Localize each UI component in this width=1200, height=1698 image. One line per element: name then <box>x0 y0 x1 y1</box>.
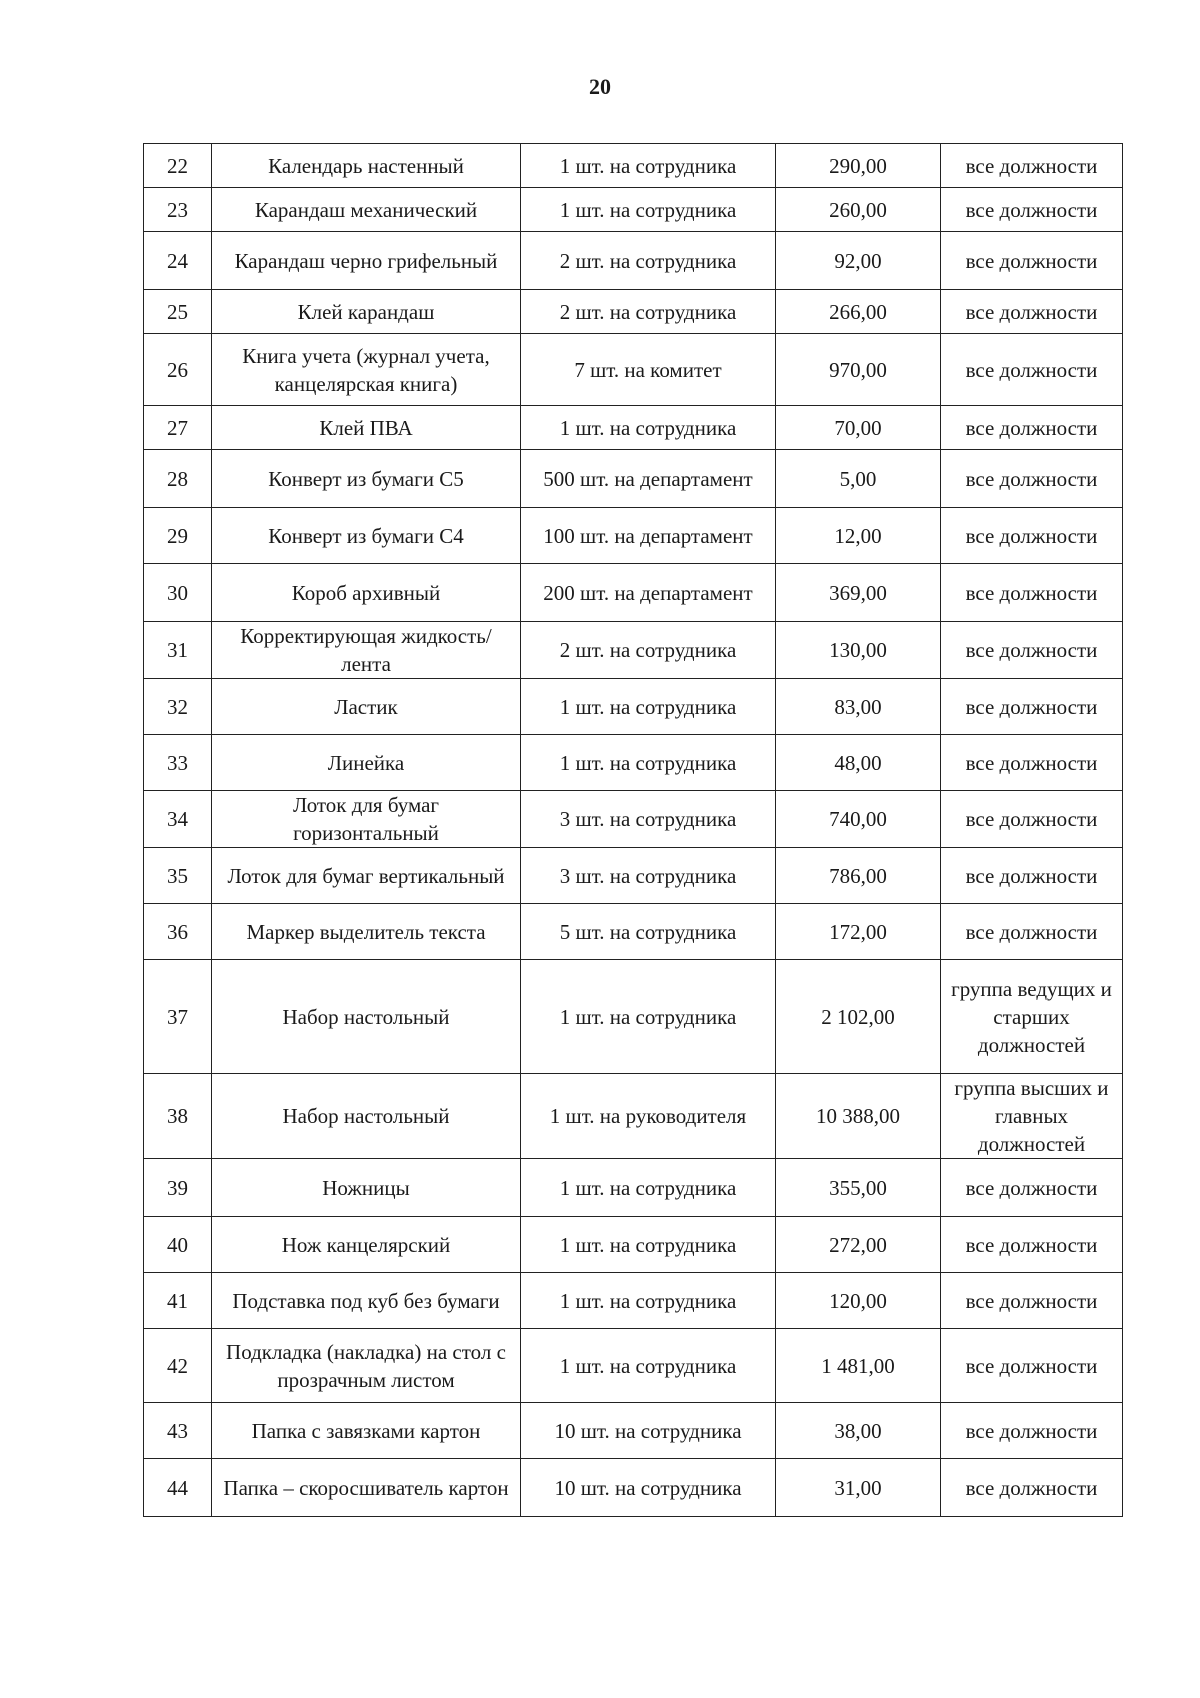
price-cell: 290,00 <box>776 144 941 188</box>
price-cell: 48,00 <box>776 735 941 791</box>
quantity-norm-cell: 1 шт. на сотрудника <box>521 188 776 232</box>
item-name-cell: Лоток для бумаг горизонтальный <box>212 791 521 848</box>
row-number-cell: 23 <box>144 188 212 232</box>
price-cell: 10 388,00 <box>776 1074 941 1159</box>
position-group-cell: все должности <box>941 1159 1123 1217</box>
item-name-cell: Линейка <box>212 735 521 791</box>
table-row <box>144 144 1123 188</box>
price-cell: 92,00 <box>776 232 941 290</box>
table-row <box>144 1329 1123 1403</box>
quantity-norm-cell: 500 шт. на департамент <box>521 450 776 508</box>
table-row <box>144 622 1123 679</box>
table-row <box>144 564 1123 622</box>
price-cell: 31,00 <box>776 1459 941 1517</box>
table-row <box>144 508 1123 564</box>
price-cell: 2 102,00 <box>776 960 941 1074</box>
supplies-table <box>143 143 1123 1517</box>
table-row <box>144 791 1123 848</box>
item-name-cell: Набор настольный <box>212 1074 521 1159</box>
row-number-cell: 25 <box>144 290 212 334</box>
quantity-norm-cell: 1 шт. на сотрудника <box>521 679 776 735</box>
quantity-norm-cell: 7 шт. на комитет <box>521 334 776 406</box>
table-row <box>144 735 1123 791</box>
item-name-cell: Карандаш механический <box>212 188 521 232</box>
table-row <box>144 960 1123 1074</box>
price-cell: 12,00 <box>776 508 941 564</box>
price-cell: 740,00 <box>776 791 941 848</box>
quantity-norm-cell: 10 шт. на сотрудника <box>521 1459 776 1517</box>
table-row <box>144 1273 1123 1329</box>
quantity-norm-cell: 1 шт. на сотрудника <box>521 960 776 1074</box>
position-group-cell: все должности <box>941 188 1123 232</box>
position-group-cell: все должности <box>941 508 1123 564</box>
price-cell: 260,00 <box>776 188 941 232</box>
row-number-cell: 28 <box>144 450 212 508</box>
position-group-cell: все должности <box>941 144 1123 188</box>
table-row <box>144 334 1123 406</box>
price-cell: 130,00 <box>776 622 941 679</box>
item-name-cell: Клей ПВА <box>212 406 521 450</box>
quantity-norm-cell: 100 шт. на департамент <box>521 508 776 564</box>
item-name-cell: Подставка под куб без бумаги <box>212 1273 521 1329</box>
position-group-cell: все должности <box>941 679 1123 735</box>
position-group-cell: все должности <box>941 1217 1123 1273</box>
item-name-cell: Ножницы <box>212 1159 521 1217</box>
position-group-cell: все должности <box>941 848 1123 904</box>
position-group-cell: все должности <box>941 622 1123 679</box>
item-name-cell: Маркер выделитель текста <box>212 904 521 960</box>
price-cell: 70,00 <box>776 406 941 450</box>
item-name-cell: Книга учета (журнал учета, канцелярская книга) <box>212 334 521 406</box>
item-name-cell: Подкладка (накладка) на стол с прозрачным листом <box>212 1329 521 1403</box>
price-cell: 272,00 <box>776 1217 941 1273</box>
row-number-cell: 37 <box>144 960 212 1074</box>
quantity-norm-cell: 1 шт. на сотрудника <box>521 144 776 188</box>
position-group-cell: все должности <box>941 406 1123 450</box>
price-cell: 786,00 <box>776 848 941 904</box>
price-cell: 355,00 <box>776 1159 941 1217</box>
quantity-norm-cell: 1 шт. на сотрудника <box>521 1273 776 1329</box>
row-number-cell: 42 <box>144 1329 212 1403</box>
quantity-norm-cell: 2 шт. на сотрудника <box>521 232 776 290</box>
price-cell: 120,00 <box>776 1273 941 1329</box>
position-group-cell: все должности <box>941 791 1123 848</box>
position-group-cell: все должности <box>941 1329 1123 1403</box>
table-row <box>144 1159 1123 1217</box>
quantity-norm-cell: 1 шт. на сотрудника <box>521 406 776 450</box>
row-number-cell: 34 <box>144 791 212 848</box>
price-cell: 38,00 <box>776 1403 941 1459</box>
table-row <box>144 232 1123 290</box>
position-group-cell: все должности <box>941 735 1123 791</box>
item-name-cell: Конверт из бумаги С4 <box>212 508 521 564</box>
position-group-cell: все должности <box>941 1273 1123 1329</box>
position-group-cell: все должности <box>941 290 1123 334</box>
quantity-norm-cell: 1 шт. на сотрудника <box>521 1217 776 1273</box>
row-number-cell: 31 <box>144 622 212 679</box>
quantity-norm-cell: 1 шт. на сотрудника <box>521 1159 776 1217</box>
quantity-norm-cell: 2 шт. на сотрудника <box>521 622 776 679</box>
table-row <box>144 1459 1123 1517</box>
row-number-cell: 39 <box>144 1159 212 1217</box>
table-row <box>144 848 1123 904</box>
quantity-norm-cell: 1 шт. на сотрудника <box>521 1329 776 1403</box>
price-cell: 970,00 <box>776 334 941 406</box>
row-number-cell: 30 <box>144 564 212 622</box>
item-name-cell: Папка с завязками картон <box>212 1403 521 1459</box>
price-cell: 266,00 <box>776 290 941 334</box>
price-cell: 5,00 <box>776 450 941 508</box>
table-row <box>144 904 1123 960</box>
item-name-cell: Карандаш черно грифельный <box>212 232 521 290</box>
price-cell: 369,00 <box>776 564 941 622</box>
row-number-cell: 29 <box>144 508 212 564</box>
row-number-cell: 40 <box>144 1217 212 1273</box>
table-row <box>144 679 1123 735</box>
price-cell: 172,00 <box>776 904 941 960</box>
position-group-cell: все должности <box>941 904 1123 960</box>
position-group-cell: все должности <box>941 450 1123 508</box>
position-group-cell: группа высших и главных должностей <box>941 1074 1123 1159</box>
quantity-norm-cell: 3 шт. на сотрудника <box>521 791 776 848</box>
quantity-norm-cell: 200 шт. на департамент <box>521 564 776 622</box>
item-name-cell: Лоток для бумаг вертикальный <box>212 848 521 904</box>
row-number-cell: 43 <box>144 1403 212 1459</box>
table-row <box>144 406 1123 450</box>
price-cell: 83,00 <box>776 679 941 735</box>
row-number-cell: 33 <box>144 735 212 791</box>
table-row <box>144 1074 1123 1159</box>
row-number-cell: 36 <box>144 904 212 960</box>
price-cell: 1 481,00 <box>776 1329 941 1403</box>
page-number: 20 <box>589 74 611 99</box>
quantity-norm-cell: 10 шт. на сотрудника <box>521 1403 776 1459</box>
item-name-cell: Нож канцелярский <box>212 1217 521 1273</box>
item-name-cell: Папка – скоросшиватель картон <box>212 1459 521 1517</box>
table-row <box>144 1217 1123 1273</box>
table-row <box>144 290 1123 334</box>
row-number-cell: 38 <box>144 1074 212 1159</box>
item-name-cell: Ластик <box>212 679 521 735</box>
position-group-cell: все должности <box>941 232 1123 290</box>
item-name-cell: Календарь настенный <box>212 144 521 188</box>
row-number-cell: 22 <box>144 144 212 188</box>
quantity-norm-cell: 1 шт. на сотрудника <box>521 735 776 791</box>
position-group-cell: все должности <box>941 1403 1123 1459</box>
table-row <box>144 188 1123 232</box>
row-number-cell: 27 <box>144 406 212 450</box>
item-name-cell: Короб архивный <box>212 564 521 622</box>
quantity-norm-cell: 2 шт. на сотрудника <box>521 290 776 334</box>
row-number-cell: 32 <box>144 679 212 735</box>
row-number-cell: 26 <box>144 334 212 406</box>
row-number-cell: 24 <box>144 232 212 290</box>
table-row <box>144 1403 1123 1459</box>
supplies-table-body <box>144 144 1123 1517</box>
row-number-cell: 44 <box>144 1459 212 1517</box>
quantity-norm-cell: 5 шт. на сотрудника <box>521 904 776 960</box>
item-name-cell: Клей карандаш <box>212 290 521 334</box>
position-group-cell: группа ведущих и старших должностей <box>941 960 1123 1074</box>
item-name-cell: Набор настольный <box>212 960 521 1074</box>
quantity-norm-cell: 1 шт. на руководителя <box>521 1074 776 1159</box>
position-group-cell: все должности <box>941 334 1123 406</box>
position-group-cell: все должности <box>941 1459 1123 1517</box>
position-group-cell: все должности <box>941 564 1123 622</box>
item-name-cell: Корректирующая жидкость/лента <box>212 622 521 679</box>
quantity-norm-cell: 3 шт. на сотрудника <box>521 848 776 904</box>
item-name-cell: Конверт из бумаги С5 <box>212 450 521 508</box>
table-row <box>144 450 1123 508</box>
row-number-cell: 41 <box>144 1273 212 1329</box>
row-number-cell: 35 <box>144 848 212 904</box>
